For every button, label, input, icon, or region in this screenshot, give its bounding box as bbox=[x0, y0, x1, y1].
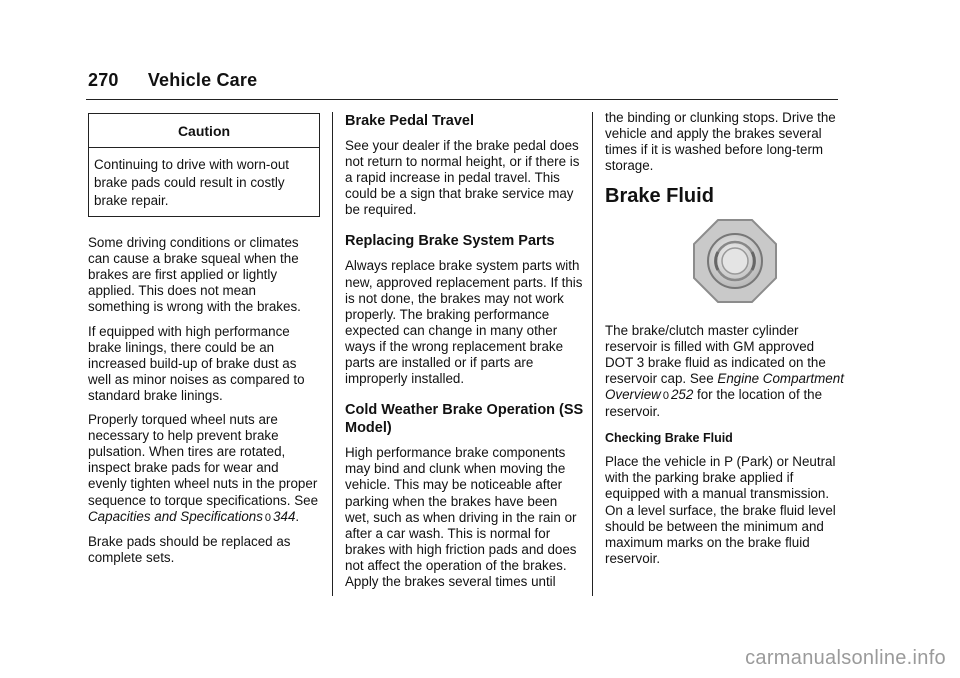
caution-text: Continuing to drive with worn-out brake pads could result in costly brake repair. bbox=[94, 157, 290, 209]
caution-box bbox=[88, 113, 320, 217]
engine-compartment-link[interactable]: Engine Compartment Overview bbox=[605, 370, 844, 402]
section-title: Vehicle Care bbox=[147, 70, 258, 90]
master-cylinder-end: for the location of the reservoir. bbox=[605, 386, 823, 420]
paragraph-master-cylinder bbox=[605, 323, 845, 421]
master-cylinder-text: The brake/clutch master cylinder reservoir is filled with GM approved DOT 3 brake fluid as indicated on the reservoir cap. See bbox=[605, 322, 826, 386]
column-divider-1 bbox=[332, 112, 333, 596]
wheel-nuts-end: . bbox=[295, 508, 300, 524]
caution-title: Caution bbox=[89, 114, 319, 148]
column-1 bbox=[88, 110, 320, 574]
paragraph-pedal-travel: See your dealer if the brake pedal does not return to normal height, or if there is a rapid increase in pedal travel. This could be a sign that brake service may be required. bbox=[345, 138, 580, 218]
brake-fluid-cap-figure bbox=[605, 218, 845, 308]
wheel-nuts-text: Properly torqued wheel nuts are necessary to help prevent brake pulsation. When tires are rotated, inspect brake pads for wear and evenly tighten wheel nuts in the proper sequence to torque specifications. See bbox=[88, 412, 319, 508]
paragraph-continued: the binding or clunking stops. Drive the vehicle and apply the brakes several times if it is washed before long-term storage. bbox=[605, 110, 836, 174]
subheading-checking-fluid: Checking Brake Fluid bbox=[605, 431, 733, 446]
capacities-page-link[interactable]: 344 bbox=[273, 508, 296, 524]
page-ref-arrow-icon: 0 bbox=[264, 511, 272, 524]
paragraph-replace-sets: Brake pads should be replaced as complete sets. bbox=[88, 533, 291, 565]
brake-fluid-cap-icon bbox=[692, 218, 778, 304]
paragraph-checking-fluid: Place the vehicle in P (Park) or Neutral with the parking brake applied if equipped with a manual transmission. On a level surface, the brake fluid level should be between the minimum and maximum marks on the brake fluid reservoir. bbox=[605, 454, 836, 566]
column-divider-2 bbox=[592, 112, 593, 596]
paragraph-cold-weather: High performance brake components may bind and clunk when moving the vehicle. This may be noticeable after parking when the brakes have been wet, such as when driving in the rain or after a car wash. This is normal for brakes with high friction pads and does not affect the operation of the brakes. Apply the brakes several times until bbox=[345, 445, 577, 589]
column-3 bbox=[605, 110, 845, 575]
paragraph-brake-squeal: Some driving conditions or climates can cause a brake squeal when the brakes are first applied or lightly applied. This does not mean something is wrong with the brakes. bbox=[88, 235, 301, 315]
engine-compartment-page-link[interactable]: 252 bbox=[670, 386, 694, 402]
paragraph-replacing-parts: Always replace brake system parts with new, approved replacement parts. If this is not done, the brakes may not work properly. The braking performance expected can change in many other ways if the wrong replacement brake parts are installed or if parts are improperly installed. bbox=[345, 258, 583, 387]
page-number: 270 bbox=[88, 70, 119, 90]
watermark: carmanualsonline.info bbox=[745, 647, 946, 669]
column-2 bbox=[345, 110, 585, 598]
page-header bbox=[88, 70, 257, 91]
heading-replacing-parts: Replacing Brake System Parts bbox=[345, 233, 555, 250]
paragraph-wheel-nuts bbox=[88, 412, 320, 526]
heading-cold-weather: Cold Weather Brake Operation (SS Model) bbox=[345, 402, 584, 437]
header-rule bbox=[86, 99, 838, 100]
heading-brake-fluid: Brake Fluid bbox=[605, 185, 714, 208]
heading-brake-pedal-travel: Brake Pedal Travel bbox=[345, 113, 474, 129]
page-ref-arrow-icon: 0 bbox=[662, 389, 669, 402]
capacities-link[interactable]: Capacities and Specifications bbox=[88, 508, 263, 524]
paragraph-brake-linings: If equipped with high performance brake linings, there could be an increased build-up of brake dust as well as minor noises as compared to standard brake linings. bbox=[88, 323, 305, 403]
